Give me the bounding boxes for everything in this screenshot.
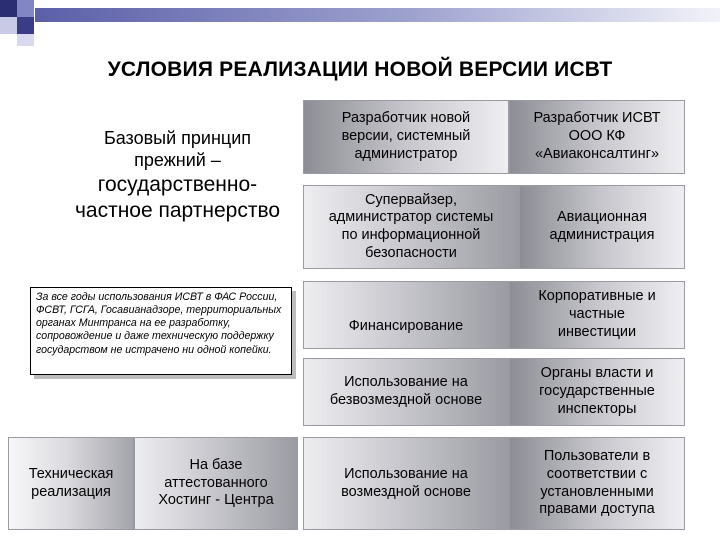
decor-square-mid: [17, 0, 34, 17]
row-text-line: Авиационная: [557, 209, 647, 226]
row-text-line: Пользователи в: [543, 448, 651, 465]
decor-square-dark-2: [17, 17, 34, 34]
tech-value-line: аттестованного: [164, 474, 268, 491]
row-free-use-right: [509, 358, 685, 426]
row-text-line: Использование на: [344, 374, 468, 391]
principle-line-2: прежний –: [134, 149, 221, 170]
page-title: УСЛОВИЯ РЕАЛИЗАЦИИ НОВОЙ ВЕРСИИ ИСВТ: [107, 58, 613, 81]
decor-square-light-2: [17, 34, 34, 46]
tech-value-line: Хостинг - Центра: [158, 492, 274, 509]
row-text-line: администратор: [354, 145, 458, 162]
funding-note: За все годы использования ИСВТ в ФАС России, ФСВТ, ГСГА, Госавианадзоре, территориальных органах Минтранса на ее разработку, сопровождение и даже техническую поддержку государством не истрачено ни одной копейки.: [30, 287, 292, 375]
row-text-line: Разработчик новой: [341, 110, 471, 127]
row-text-line: версии, системный: [341, 128, 471, 145]
row-text-line: безопасности: [365, 244, 457, 261]
row-text-line: Супервайзер,: [364, 191, 458, 208]
tech-value-line: На базе: [189, 456, 243, 473]
row-text-line: администрация: [549, 227, 655, 243]
row-text-line: возмездной основе: [341, 483, 471, 500]
row-text-line: Использование на: [344, 465, 468, 482]
row-text-line: инспекторы: [557, 400, 637, 417]
row-free-use-left: [303, 358, 509, 426]
base-principle: [45, 128, 310, 223]
row-text-line: соответствии с: [546, 465, 648, 482]
header-bar: [35, 8, 720, 22]
tech-implementation-value: [134, 437, 298, 530]
row-text-line: государственные: [539, 383, 655, 400]
row-text-line: ООО КФ: [568, 128, 626, 145]
principle-line-4: частное партнерство: [74, 198, 281, 222]
row-text-line: администратор системы: [328, 209, 494, 226]
row-text-line: безвозмездной основе: [329, 392, 483, 408]
row-text-line: Разработчик ИСВТ: [533, 110, 661, 127]
row-supervisor-right: [519, 185, 685, 269]
row-paid-use-right: [509, 437, 685, 530]
row-financing-right: [509, 281, 685, 349]
tech-label-line: Техническая: [28, 465, 114, 482]
principle-line-3: государственно-: [97, 172, 258, 196]
row-text-line: установленными: [540, 483, 654, 500]
decor-square-dark: [0, 0, 17, 17]
tech-label-line: реализация: [31, 483, 111, 500]
principle-line-1: Базовый принцип: [103, 128, 252, 148]
row-text-line: «Авиаконсалтинг»: [534, 145, 660, 162]
row-text-line: правами доступа: [539, 501, 655, 518]
row-text-line: Корпоративные и: [538, 288, 656, 305]
row-developer-right: [509, 100, 685, 174]
row-text-line: инвестиции: [557, 323, 637, 340]
row-text-line: по информационной: [341, 227, 481, 243]
row-financing-left: [303, 281, 509, 349]
row-text-line: Органы власти и: [540, 365, 654, 382]
row-paid-use-left: [303, 437, 509, 530]
row-developer-left: [303, 100, 509, 174]
row-supervisor-left: [303, 185, 519, 269]
tech-implementation-label: [8, 437, 134, 530]
row-text-line: Финансирование: [348, 318, 464, 335]
decor-square-light: [0, 17, 17, 34]
row-text-line: частные: [568, 306, 625, 323]
